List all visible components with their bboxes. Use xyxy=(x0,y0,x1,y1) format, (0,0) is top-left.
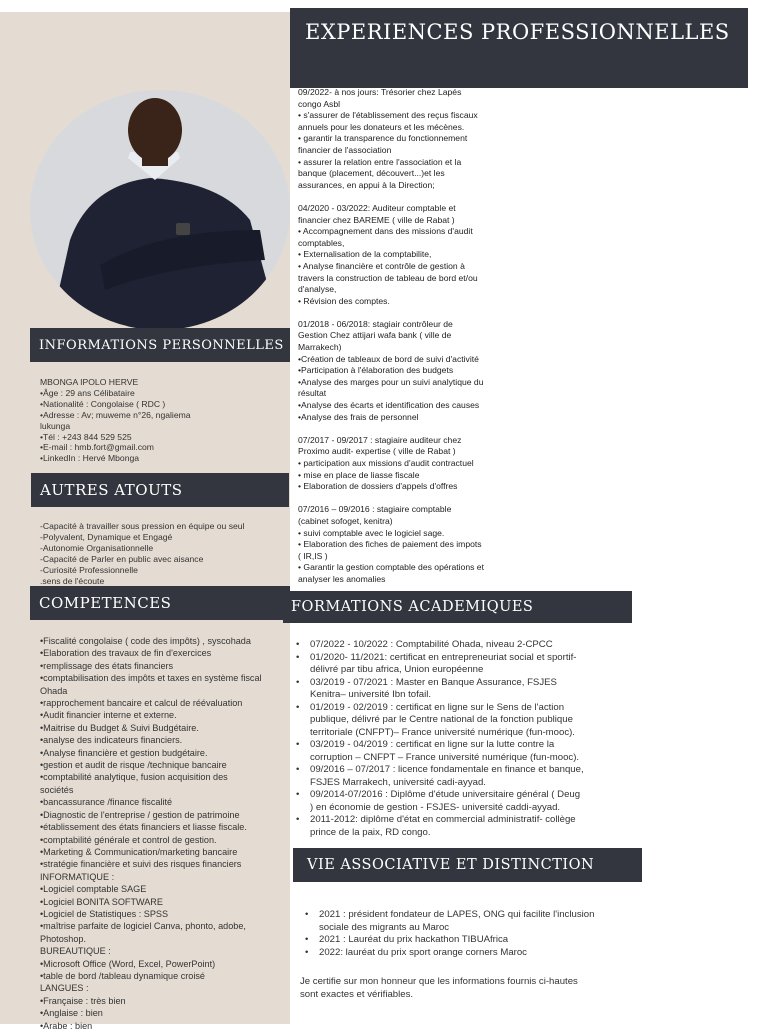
personal-info-list xyxy=(40,377,285,464)
experiences-header xyxy=(290,8,748,88)
experiences-title: EXPERIENCES PROFESSIONNELLES xyxy=(305,20,730,44)
exp-line: 07/2016 – 09/2016 : stagiaire comptable xyxy=(298,504,452,515)
experiences-list xyxy=(298,87,508,586)
vie-item: • 2021 : président fondateur de LAPES, ONG qui facilite l'inclusion sociale des migrants au Maroc xyxy=(303,909,633,934)
formations-list xyxy=(294,639,624,839)
competence-line: •Arabe : bien xyxy=(40,1020,93,1031)
exp-line: •Analyse des marges pour un suivi analytique du xyxy=(298,376,484,387)
certif-line: Je certifie sur mon honneur que les informations fournis ci-hautes xyxy=(300,976,578,987)
exp-line: annuels pour les donateurs et les mécènes. xyxy=(298,121,465,132)
exp-line: • Garantir la gestion comptable des opérations et xyxy=(298,562,484,573)
atouts-title: AUTRES ATOUTS xyxy=(40,481,183,499)
atouts-line: -Capacité de Parler en public avec aisance xyxy=(40,553,204,564)
competence-line: •Fiscalité congolaise ( code des impôts) , syscohada xyxy=(40,636,251,646)
personal-line: •Nationalité : Congolaise ( RDC ) xyxy=(40,398,166,409)
competence-line: •Maitrise du Budget & Suivi Budgétaire. xyxy=(40,722,199,733)
competence-line: •Marketing & Communication/marketing bancaire xyxy=(40,846,238,857)
personal-line: MBONGA IPOLO HERVE xyxy=(40,377,139,387)
atouts-line: -Curiosité Professionnelle xyxy=(40,564,138,575)
atouts-list xyxy=(40,521,285,586)
exp-line: • mise en place de liasse fiscale xyxy=(298,469,420,480)
exp-line: comptables, xyxy=(298,237,345,248)
personal-line: lukunga xyxy=(40,420,71,431)
competence-line: •maîtrise parfaite de logiciel Canva, phonto, adobe, xyxy=(40,921,246,932)
exp-line: travers la construction de tableau de bord et/ou xyxy=(298,272,478,283)
competence-line: •établissement des états financiers et liasse fiscale. xyxy=(40,822,247,833)
competence-line: INFORMATIQUE : xyxy=(40,871,115,882)
formation-item: • 01/2019 - 02/2019 : certificat en ligne sur le Sens de l'action publique, délivré par le Centre national de la fonction publique territoriale (CNFPT)– France université numérique (fun-mooc). xyxy=(294,702,624,740)
exp-line: 07/2017 - 09/2017 : stagiaire auditeur chez xyxy=(298,434,462,445)
competence-line: •comptabilisation des impôts et taxes en système fiscal xyxy=(40,673,262,684)
vie-item: • 2022: lauréat du prix sport orange corners Maroc xyxy=(303,947,633,960)
exp-line: • suivi comptable avec le logiciel sage. xyxy=(298,527,445,538)
exp-line: • Externalisation de la comptabilite, xyxy=(298,249,432,260)
atouts-line: -Autonomie Organisationnelle xyxy=(40,542,154,553)
exp-line: Marrakech) xyxy=(298,342,342,353)
competence-line: •Logiciel comptable SAGE xyxy=(40,884,147,895)
exp-line: • Elaboration des fiches de paiement des impots xyxy=(298,539,482,550)
formation-item: • 07/2022 - 10/2022 : Comptabilité Ohada, niveau 2-CPCC xyxy=(294,639,624,652)
exp-line: • garantir la transparence du fonctionnement xyxy=(298,133,468,144)
competence-line: •rapprochement bancaire et calcul de réévaluation xyxy=(40,698,243,709)
atouts-header xyxy=(31,473,289,507)
exp-line: • participation aux missions d'audit contractuel xyxy=(298,458,474,468)
formation-item: • 09/2016 – 07/2017 : licence fondamentale en finance et banque, FSJES Marrakech, université cadi-ayyad. xyxy=(294,764,624,789)
exp-line: •Analyse des frais de personnel xyxy=(298,411,419,422)
competence-line: •bancassurance /finance fiscalité xyxy=(40,797,173,808)
competence-line: •Diagnostic de l'entreprise / gestion de patrimoine xyxy=(40,809,240,820)
exp-line: • Révision des comptes. xyxy=(298,295,390,306)
competences-title: COMPETENCES xyxy=(39,594,172,612)
competence-line: sociétés xyxy=(40,784,74,795)
certification-text xyxy=(300,976,640,1002)
competences-header xyxy=(30,586,290,620)
vie-item: • 2021 : Lauréat du prix hackathon TIBUAfrica xyxy=(303,934,633,947)
exp-line: ( IR,IS ) xyxy=(298,550,328,561)
formation-item: • 03/2019 - 07/2021 : Master en Banque Assurance, FSJES Kenitra– université Ibn tofail. xyxy=(294,677,624,702)
exp-line: 09/2022- à nos jours: Trésorier chez Lapés xyxy=(298,87,462,97)
competence-line: •Anglaise : bien xyxy=(40,1008,103,1019)
exp-line: (cabinet sofoget, kenitra) xyxy=(298,515,393,526)
exp-line: Proximo audit- expertise ( ville de Rabat ) xyxy=(298,446,456,457)
exp-line: financier de l'association xyxy=(298,144,392,155)
formation-item: • 2011-2012: diplôme d'état en commercial administratif- collège prince de la paix, RD congo. xyxy=(294,814,624,839)
competence-line: •Française : très bien xyxy=(40,995,126,1006)
atouts-line: -Polyvalent, Dynamique et Engagé xyxy=(40,531,173,542)
competence-line: •comptabilité analytique, fusion acquisition des xyxy=(40,772,228,783)
vie-associative-header xyxy=(293,848,642,882)
competence-line: •Microsoft Office (Word, Excel, PowerPoint) xyxy=(40,958,216,969)
exp-line: financier chez BAREME ( ville de Rabat ) xyxy=(298,214,455,225)
exp-line: • Analyse financière et contrôle de gestion à xyxy=(298,260,465,271)
competence-line: •Audit financier interne et externe. xyxy=(40,710,177,721)
competence-line: •Logiciel BONITA SOFTWARE xyxy=(40,896,163,907)
competence-line: •gestion et audit de risque /technique bancaire xyxy=(40,760,227,771)
person-illustration xyxy=(30,90,290,330)
exp-line: •Création de tableaux de bord de suivi d'activité xyxy=(298,353,479,364)
competence-line: BUREAUTIQUE : xyxy=(40,946,111,957)
competence-line: •remplissage des états financiers xyxy=(40,660,174,671)
formation-item: • 03/2019 - 04/2019 : certificat en ligne sur la lutte contre la corruption – CNFPT – France université numérique (fun-mooc). xyxy=(294,739,624,764)
formations-header xyxy=(283,591,632,623)
exp-line: analyser les anomalies xyxy=(298,573,386,584)
exp-line: 04/2020 - 03/2022: Auditeur comptable et xyxy=(298,202,456,213)
competence-line: •Analyse financière et gestion budgétaire. xyxy=(40,747,208,758)
exp-line: •Participation à l'élaboration des budgets xyxy=(298,365,454,376)
personal-line: •Tél : +243 844 529 525 xyxy=(40,431,132,442)
competence-line: Photoshop. xyxy=(40,933,87,944)
exp-line: • assurer la relation entre l'association et la xyxy=(298,156,462,167)
competence-line: LANGUES : xyxy=(40,983,89,994)
formations-title: FORMATIONS ACADEMIQUES xyxy=(291,599,534,615)
exp-line: 01/2018 - 06/2018: stagiair contrôleur de xyxy=(298,318,453,329)
personal-line: •E-mail : hmb.fort@gmail.com xyxy=(40,442,154,453)
exp-line: •Analyse des écarts et identification des causes xyxy=(298,400,480,411)
competence-line: •Logiciel de Statistiques : SPSS xyxy=(40,908,169,919)
competence-line: Ohada xyxy=(40,685,68,696)
competence-line: •Elaboration des travaux de fin d'exercices xyxy=(40,648,212,659)
exp-line: résultat xyxy=(298,388,327,399)
competence-line: •stratégie financière et suivi des risques financiers xyxy=(40,859,242,870)
exp-line: • s'assurer de l'établissement des reçus fiscaux xyxy=(298,110,478,121)
exp-line: Gestion Chez attijari wafa bank ( ville de xyxy=(298,330,452,341)
formation-item: • 09/2014-07/2016 : Diplôme d'étude universitaire général ( Deug ) en économie de gestion - FSJES- université caddi-ayyad. xyxy=(294,789,624,814)
formation-item: • 01/2020- 11/2021: certificat en entrepreneuriat social et sportif- délivré par tibu africa, Union européenne xyxy=(294,652,624,677)
exp-line: • Elaboration de dossiers d'appels d'offres xyxy=(298,481,458,492)
atouts-line: -Capacité à travailler sous pression en équipe ou seul xyxy=(40,521,245,531)
exp-line: congo Asbl xyxy=(298,98,341,109)
personal-line: •LinkedIn : Hervé Mbonga xyxy=(40,453,140,464)
competences-list xyxy=(40,635,288,1032)
competence-line: •table de bord /tableau dynamique croisé xyxy=(40,970,205,981)
personal-line: •Adresse : Av; muweme n°26, ngaliema xyxy=(40,409,191,420)
personal-info-header xyxy=(30,328,290,362)
exp-line: assurances, en appui à la Direction; xyxy=(298,179,435,190)
exp-line: banque (placement, découvert...)et les xyxy=(298,168,445,179)
exp-line: • Accompagnement dans des missions d'audit xyxy=(298,226,473,237)
competence-line: •analyse des indicateurs financiers. xyxy=(40,735,183,746)
vie-associative-list xyxy=(303,909,633,959)
personal-line: •Âge : 29 ans Célibataire xyxy=(40,387,135,398)
exp-line: d'analyse, xyxy=(298,284,337,295)
competence-line: •comptabilité générale et control de gestion. xyxy=(40,834,217,845)
certif-line: sont exactes et vérifiables. xyxy=(300,988,414,1000)
atouts-line: .sens de l'écoute xyxy=(40,575,105,586)
profile-photo xyxy=(30,90,290,330)
vie-associative-title: VIE ASSOCIATIVE ET DISTINCTION xyxy=(307,857,595,873)
personal-info-title: INFORMATIONS PERSONNELLES xyxy=(39,337,284,353)
